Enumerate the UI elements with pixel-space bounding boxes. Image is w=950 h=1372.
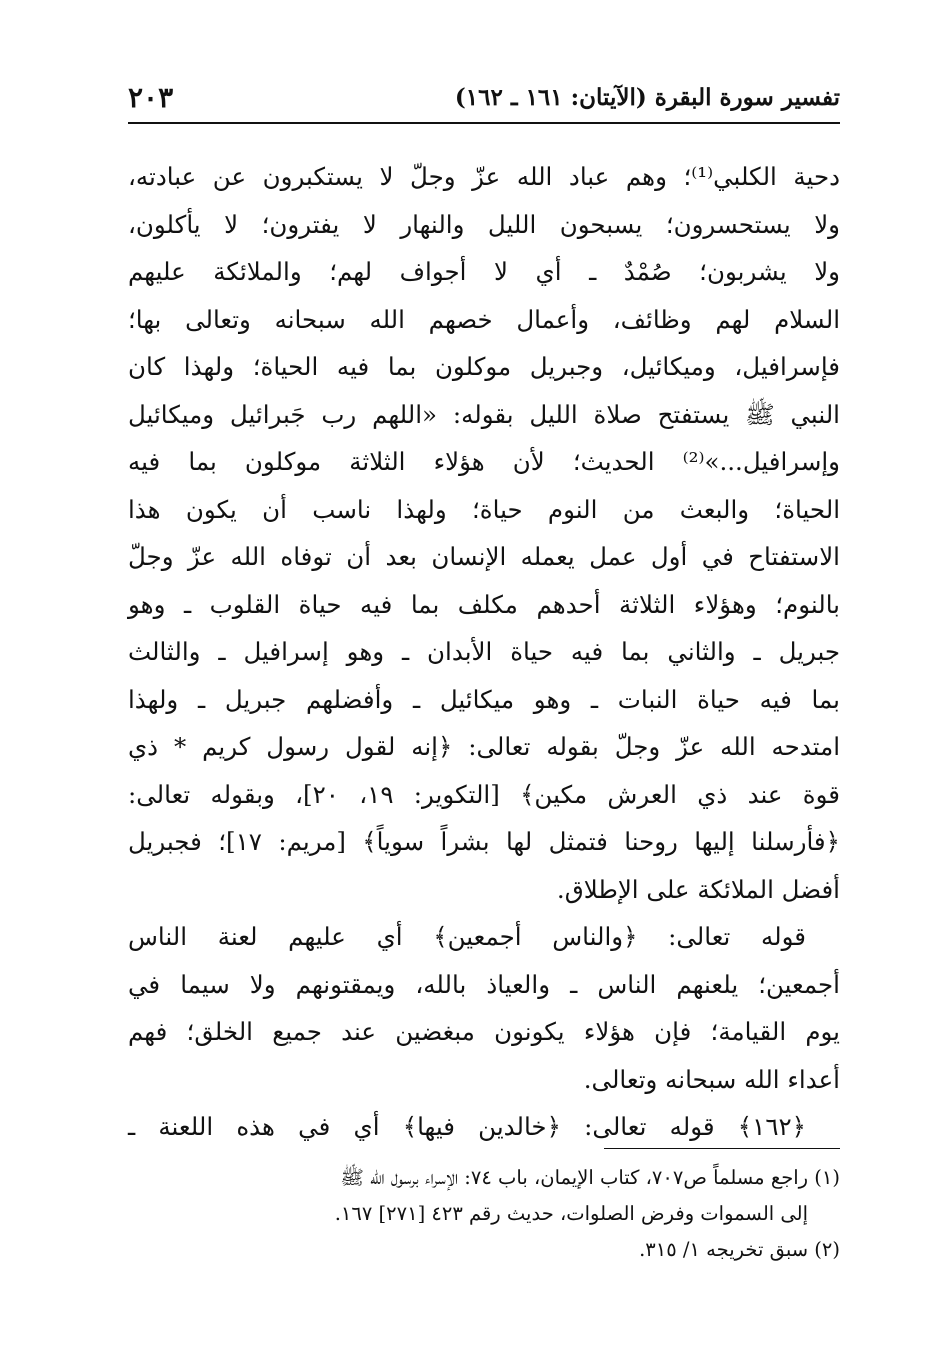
body-line: دحية الكلبي⁽¹⁾؛ وهم عباد الله عزّ وجلّ لا يستكبرون عن عبادته، <box>128 162 840 191</box>
body-line: أعداء الله سبحانه وتعالى. <box>583 1064 840 1094</box>
body-line: أجمعين؛ يلعنهم الناس ـ والعياذ بالله، ويمقتونهم ولا سيما في <box>128 969 840 999</box>
running-header <box>128 78 840 116</box>
body-line: فإسرافيل، وميكائيل، وجبريل موكلون بما فيه الحياة؛ ولهذا كان <box>128 352 840 381</box>
body-line: ﴿فأرسلنا إليها روحنا فتمثل لها بشراً سوياً﴾ [مريم: ١٧]؛ فجبريل <box>128 827 840 856</box>
body-line: ولا يستحسرون؛ يسبحون الليل والنهار لا يفترون؛ لا يأكلون، <box>128 209 840 239</box>
body-line: بالنوم؛ وهؤلاء الثلاثة أحدهم مكلف بما فيه حياة القلوب ـ وهو <box>128 589 840 619</box>
header-rule <box>128 122 840 124</box>
header-title: تفسير سورة البقرة (الآيتان: ١٦١ ـ ١٦٢) <box>454 83 840 111</box>
body-line: السلام لهم وظائف، وأعمال خصهم الله سبحانه وتعالى بها؛ <box>128 304 840 334</box>
page-number: ٢٠٣ <box>128 80 174 114</box>
body-line: ولا يشربون؛ صُمْدٌ ـ أي لا أجواف لهم؛ والملائكة عليهم <box>128 257 840 286</box>
body-line: النبي ﷺ يستفتح صلاة الليل بقوله: «اللهم رب جَبرائيل وميكائيل <box>128 399 840 429</box>
body-text <box>128 153 840 1141</box>
body-line: الحياة؛ والبعث من النوم حياة؛ ولهذا ناسب أن يكون هذا <box>128 494 840 524</box>
footnote-line: (٢) سبق تخريجه ١/ ٣١٥. <box>639 1238 840 1261</box>
footnotes <box>128 1160 840 1268</box>
body-line: ﴿١٦٢﴾ قوله تعالى: ﴿خالدين فيها﴾ أي في هذه اللعنة ـ <box>128 1112 806 1141</box>
body-line: الاستفتاح في أول عمل يعمله الإنسان بعد أن توفاه الله عزّ وجلّ <box>128 542 840 571</box>
body-line: أفضل الملائكة على الإطلاق. <box>556 874 840 904</box>
body-line: قوله تعالى: ﴿والناس أجمعين﴾ أي عليهم لعنة الناس <box>128 922 806 951</box>
footnote-line: إلى السموات وفرض الصلوات، حديث رقم ٤٢٣ [٢٧١] ١٦٧. <box>334 1202 808 1225</box>
footnote-rule <box>604 1148 840 1149</box>
body-line: بما فيه حياة النبات ـ وهو ميكائيل ـ وأفضلهم جبريل ـ ولهذا <box>128 684 840 714</box>
body-line: يوم القيامة؛ فإن هؤلاء يكونون مبغضين عند جميع الخلق؛ فهم <box>128 1017 840 1046</box>
body-line: جبريل ـ والثاني بما فيه حياة الأبدان ـ وهو إسرافيل ـ والثالث <box>128 637 840 666</box>
body-line: وإسرافيل...»⁽²⁾ الحديث؛ لأن هؤلاء الثلاثة موكلون بما فيه <box>128 447 840 476</box>
footnote-line: (١) راجع مسلماً ص٧٠٧، كتاب الإيمان، باب ٧٤: الإسراء برسول الله ﷺ <box>340 1166 840 1189</box>
body-line: امتدحه الله عزّ وجلّ بقوله تعالى: ﴿إنه لقول رسول كريم * ذي <box>128 732 840 761</box>
body-line: قوة عند ذي العرش مكين﴾ [التكوير: ١٩، ٢٠]، وبقوله تعالى: <box>128 779 840 809</box>
